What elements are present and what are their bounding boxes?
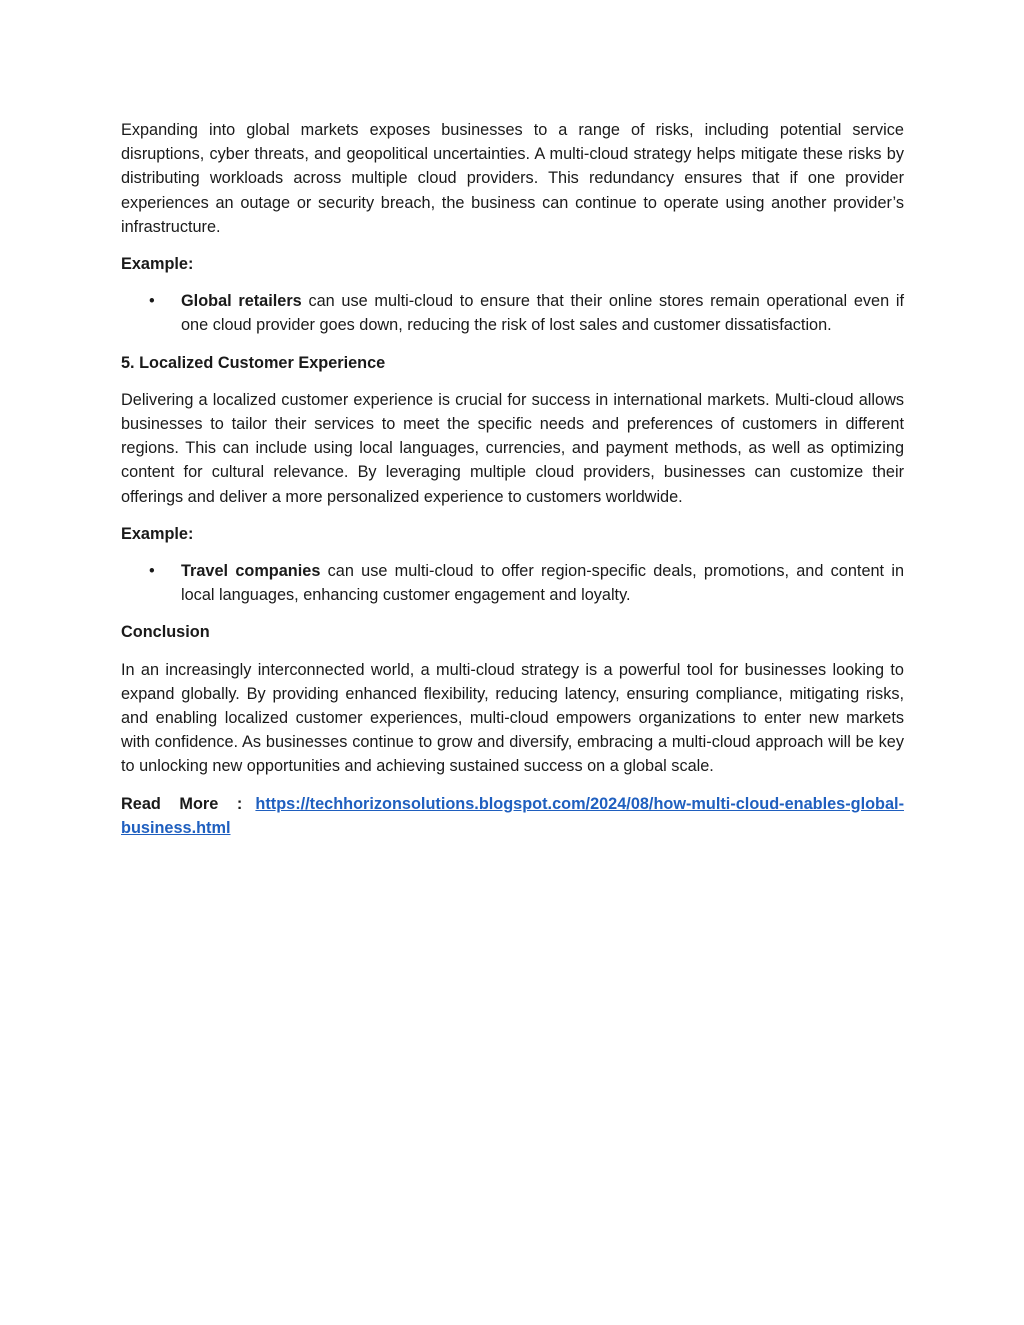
example-label-2: Example: xyxy=(121,524,194,543)
conclusion-paragraph: In an increasingly interconnected world, a multi-cloud strategy is a powerful tool for businesses looking to expand globally. By providing enhanced flexibility, reducing latency, ensuring compliance, mitigating risks, and enabling localized customer experiences, multi-cloud empowers organizations to enter new markets with confidence. As businesses continue to grow and diversify, embracing a multi-cloud approach will be key to unlocking new opportunities and achieving sustained success on a global scale. xyxy=(121,660,904,776)
intro-paragraph: Expanding into global markets exposes businesses to a range of risks, including potential service disruptions, cyber threats, and geopolitical uncertainties. A multi-cloud strategy helps mitigate these risks by distributing workloads across multiple cloud providers. This redundancy ensures that if one provider experiences an outage or security breach, the business can continue to operate using another provider’s infrastructure. xyxy=(121,121,904,236)
example-list-1 xyxy=(121,289,904,337)
section-5-paragraph: Delivering a localized customer experience is crucial for success in international markets. Multi-cloud allows businesses to tailor their services to meet the specific needs and preferences of customers in different regions. This can include using local languages, currencies, and payment methods, as well as optimizing content for cultural relevance. By leveraging multiple cloud providers, businesses can customize their offerings and deliver a more personalized experience to customers worldwide. xyxy=(121,390,904,506)
document-page xyxy=(121,118,904,853)
bullet-icon: • xyxy=(149,292,155,311)
example-label-1: Example: xyxy=(121,255,194,274)
bullet-icon: • xyxy=(149,562,155,581)
bullet-text: can use multi-cloud to ensure that their online stores remain operational even if one cloud provider goes down, reducing the risk of lost sales and customer dissatisfaction. xyxy=(181,292,904,335)
section-5-heading: 5. Localized Customer Experience xyxy=(121,353,386,372)
conclusion-heading: Conclusion xyxy=(121,623,210,642)
read-more-link[interactable]: https://techhorizonsolutions.blogspot.com/2024/08/how-multi-cloud-enables-global-business.html xyxy=(121,794,904,837)
read-more-line xyxy=(121,792,904,840)
read-more-label: Read More : xyxy=(121,794,243,813)
list-item xyxy=(149,559,905,607)
bullet-bold-term: Travel companies xyxy=(181,562,321,581)
example-list-2 xyxy=(121,559,904,607)
bullet-text: can use multi-cloud to offer region-specific deals, promotions, and content in local languages, enhancing customer engagement and loyalty. xyxy=(181,562,905,605)
list-item xyxy=(149,289,904,337)
bullet-bold-term: Global retailers xyxy=(181,292,302,311)
